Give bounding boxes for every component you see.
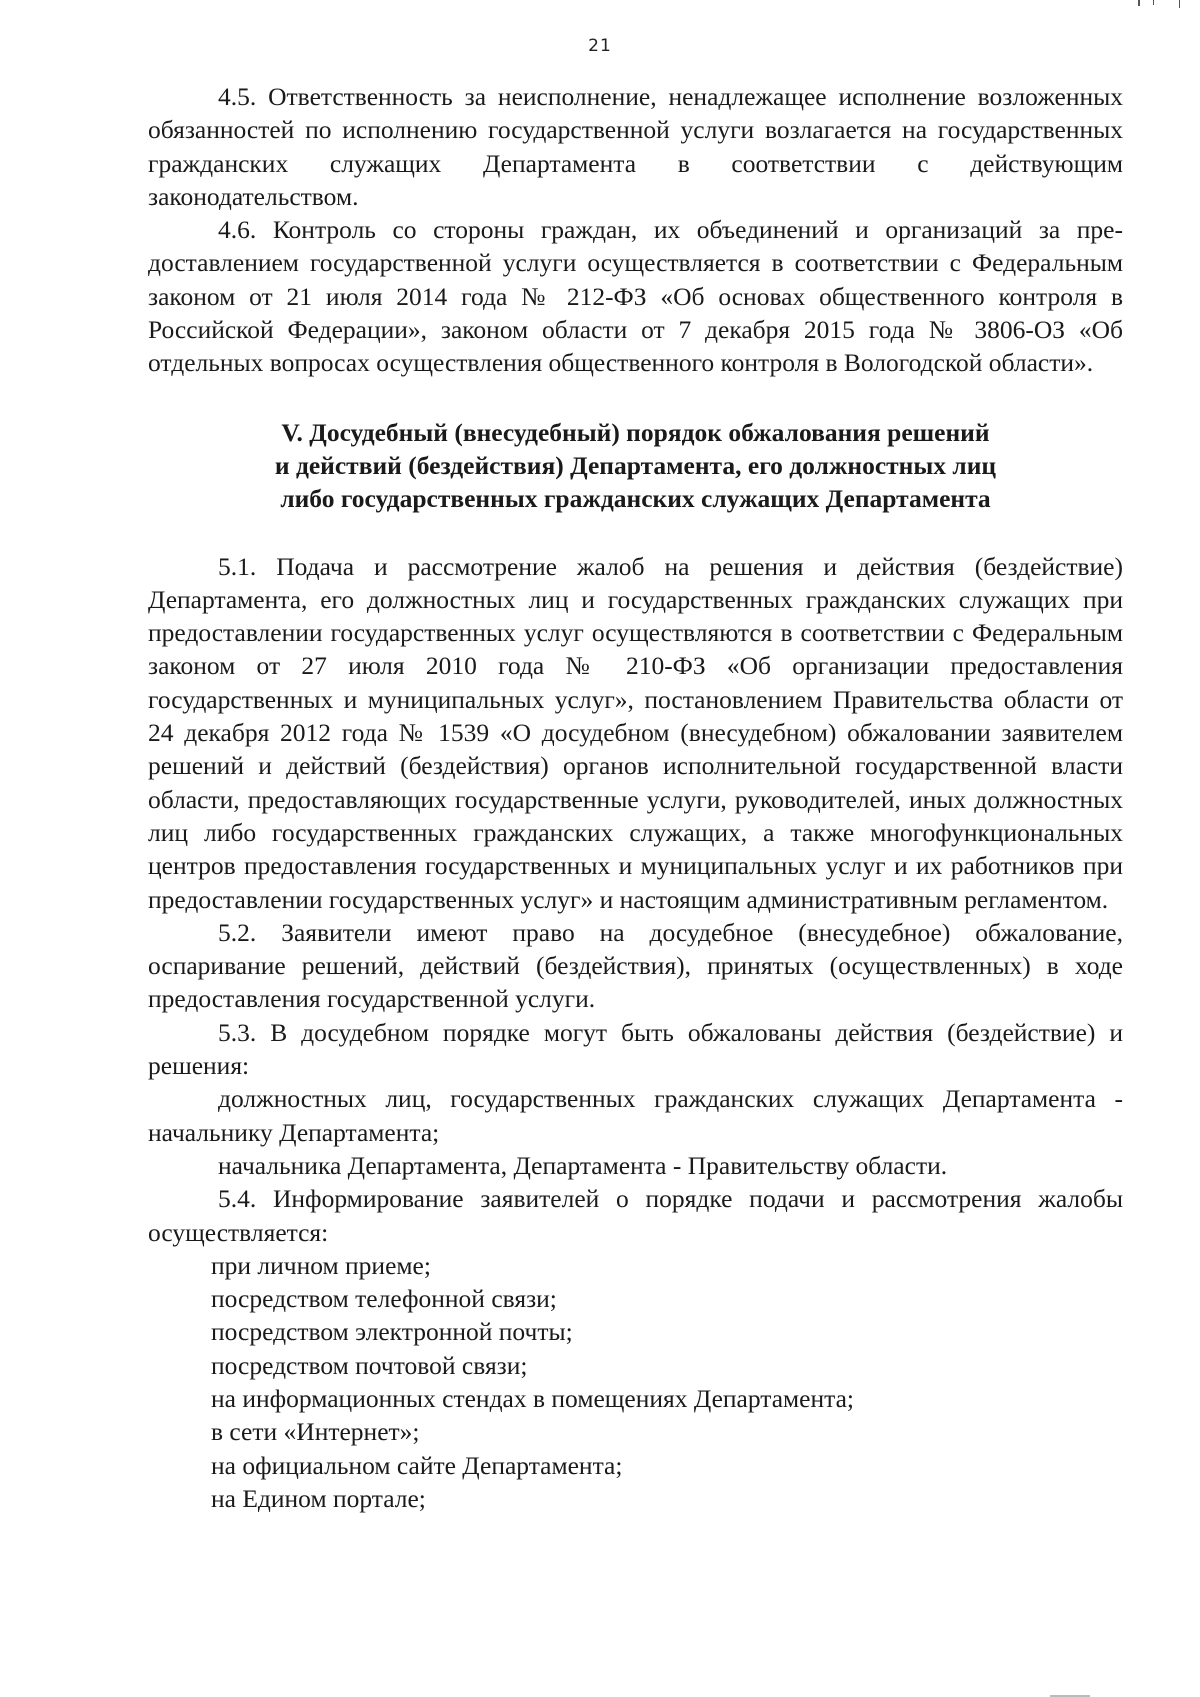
section-heading-line-2: и действий (бездействия) Департамента, его должностных лиц: [274, 450, 997, 480]
list-item-phone: посредством телефонной связи;: [211, 1284, 557, 1314]
list-item-internet: в сети «Интернет»;: [211, 1417, 420, 1447]
scan-artifact-top-2: [1153, 0, 1154, 5]
section-v-heading: [148, 416, 1123, 516]
paragraph-5-3: 5.3. В досудебном порядке могут быть обжалованы действия (бездействие) и решения:: [148, 1017, 1123, 1081]
paragraph-5-3-officials: должностных лиц, государственных гражданских служащих Департамента - начальнику Департамента;: [148, 1084, 1123, 1147]
list-item-post: посредством почтовой связи;: [211, 1350, 528, 1380]
paragraph-5-4: 5.4. Информирование заявителей о порядке подачи и рассмотрения жалобы осуществляется:: [148, 1184, 1123, 1247]
page-number: 21: [588, 36, 612, 56]
section-heading-line-3: либо государственных гражданских служащих Департамента: [280, 484, 991, 514]
paragraph-4-6: 4.6. Контроль со стороны граждан, их объединений и организаций за предоставлением государственной услуги осуществляется в соответствии с Федеральным законом от 21 июля 2014 года № 212-ФЗ «Об основах общественного контроля в Российской Федерации», законом области от 7 декабря 2015 года № 3806-ОЗ «Об отдельных вопросах осуществления общественного контроля в Вологодской области».: [148, 215, 1123, 378]
list-item-official-site: на официальном сайте Департамента;: [211, 1450, 623, 1480]
section-heading-line-1: V. Досудебный (внесудебный) порядок обжалования решений: [281, 417, 990, 447]
document-body: [148, 80, 1123, 1515]
paragraph-5-3-head: начальника Департамента, Департамента - Правительству области.: [218, 1150, 948, 1180]
list-item-email: посредством электронной почты;: [211, 1317, 573, 1347]
list-item-personal-reception: при личном приеме;: [211, 1250, 431, 1280]
list-item-info-stands: на информационных стендах в помещениях Департамента;: [211, 1383, 855, 1413]
scan-artifact-top-3: [1179, 0, 1180, 8]
scan-artifact-top: [1138, 0, 1140, 6]
paragraph-4-5: 4.5. Ответственность за неисполнение, ненадлежащее исполнение возложенных обязанностей по исполнению государственной услуги возлагается на государственных гражданских служащих Департамента в соответствии с действующим законодательством.: [148, 82, 1123, 211]
list-item-single-portal: на Едином портале;: [211, 1483, 426, 1513]
paragraph-5-1: 5.1. Подача и рассмотрение жалоб на решения и действия (бездействие) Департамента, его должностных лиц и государственных гражданских служащих при предоставлении государственных услуг осуществляются в соответствии с Федеральным законом от 27 июля 2010 года № 210-ФЗ «Об организации предоставления государственных и муниципальных услуг», постановлением Правительства области от 24 декабря 2012 года № 1539 «О досудебном (внесудебном) обжаловании заявителем решений и действий (бездействия) органов исполнительной государственной власти области, предоставляющих государственные услуги, руководителей, иных должностных лиц либо государственных гражданских служащих, а также многофункциональных центров предоставления государственных и муниципальных услуг и их работников при предоставлении государственных услуг» и настоящим административным регламентом.: [148, 551, 1123, 914]
paragraph-5-2: 5.2. Заявители имеют право на досудебное (внесудебное) обжалование, оспаривание решений, действий (бездействия), принятых (осуществленных) в ходе предоставления государственной услуги.: [148, 917, 1123, 1014]
